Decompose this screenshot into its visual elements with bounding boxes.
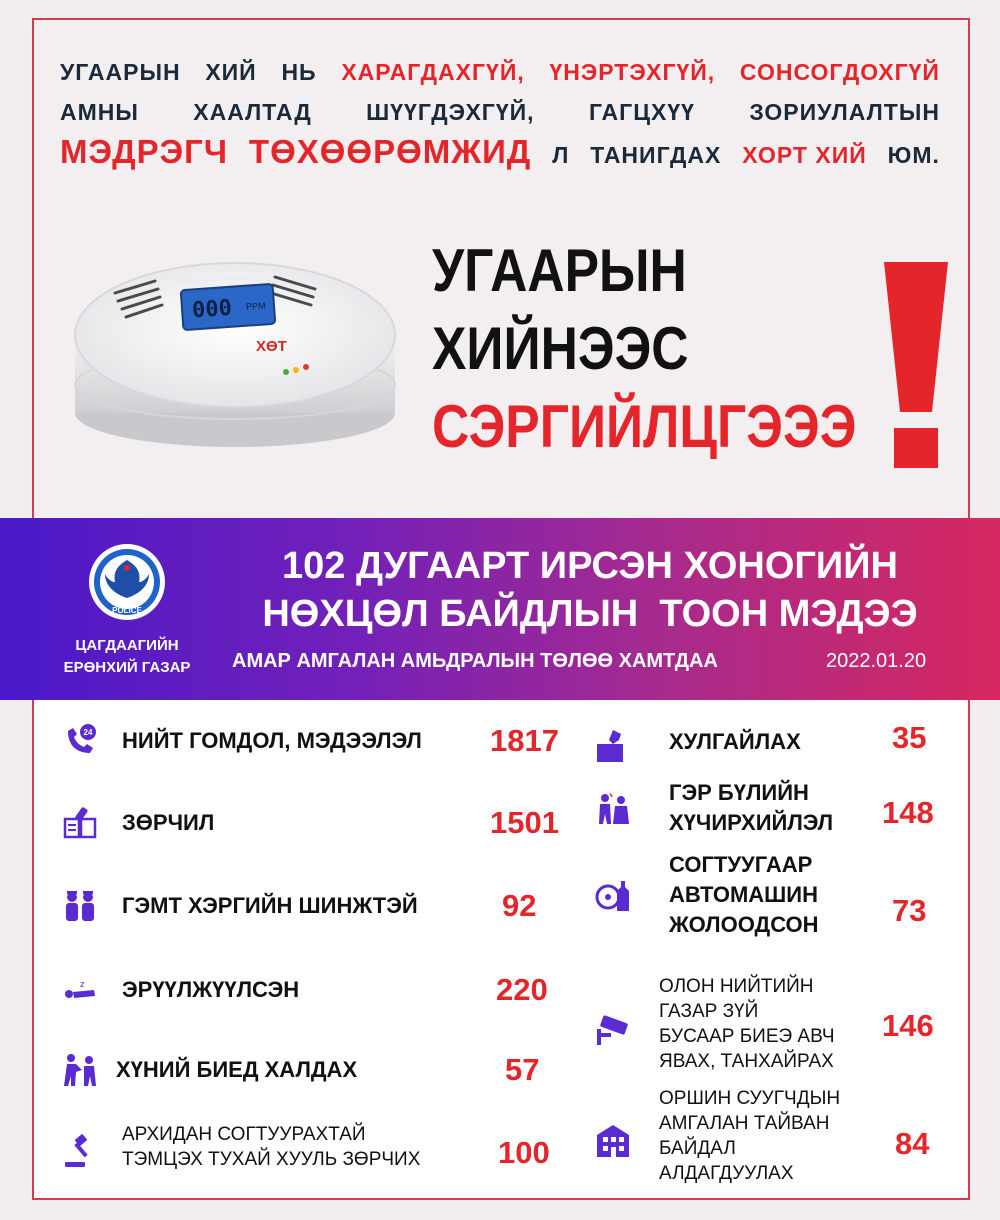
warning-line-3 <box>60 132 940 175</box>
fighting-people-icon <box>62 1052 98 1088</box>
stat-value: 57 <box>505 1052 540 1087</box>
stat-domestic-violence <box>595 778 833 838</box>
stat-label: ЭРҮҮЛЖҮҮЛСЭН <box>122 977 300 1002</box>
stat-label <box>659 974 835 1074</box>
stat-public-disorder <box>595 974 835 1074</box>
stat-label: ХУЛГАЙЛАХ <box>669 729 801 754</box>
warning-word: ХААЛТАД <box>193 99 312 125</box>
cctv-camera-icon <box>595 1011 631 1047</box>
law-book-icon <box>62 805 98 841</box>
warning-word: АМНЫ <box>60 99 139 125</box>
stat-label <box>659 1086 840 1186</box>
stat-value: 146 <box>882 1008 934 1043</box>
band-subtitle: АМАР АМГАЛАН АМЬДРАЛЫН ТӨЛӨӨ ХАМТДАА <box>232 650 718 672</box>
warning-paragraph <box>60 52 940 175</box>
report-date: 2022.01.20 <box>826 650 927 672</box>
band-title-line: НӨХЦӨЛ БАЙДЛЫН ТООН МЭДЭЭ <box>262 593 918 635</box>
stat-label-line: ГЭР БҮЛИЙН <box>669 780 809 805</box>
stat-sobering <box>62 972 299 1008</box>
headline-line-red: СЭРГИЙЛЦГЭЭЭ <box>432 393 857 460</box>
theft-hand-icon <box>595 728 631 764</box>
stat-theft <box>595 720 801 764</box>
stat-label-line: БАЙДАЛ <box>659 1138 736 1159</box>
warning-word: ЗОРИУЛАЛТЫН <box>749 99 940 125</box>
svg-text:z: z <box>80 979 85 989</box>
stat-value: 1501 <box>490 805 559 840</box>
warning-word: НЬ <box>281 59 317 85</box>
stat-label-line: БУСААР БИЕЭ АВЧ <box>659 1026 835 1047</box>
stat-label <box>669 778 833 838</box>
stat-crime-signs <box>62 888 418 924</box>
stat-value: 220 <box>496 972 548 1007</box>
gavel-icon <box>62 1133 98 1169</box>
police-logo-icon <box>87 542 167 622</box>
stat-label-line: ОРШИН СУУГЧДЫН <box>659 1088 841 1109</box>
stat-value: 35 <box>892 720 927 755</box>
org-name-line: ЕРӨНХИЙ ГАЗАР <box>63 659 191 676</box>
headline <box>432 232 857 466</box>
warning-word: УГААРЫН <box>60 59 181 85</box>
warning-word: ХИЙ <box>205 59 257 85</box>
detector-unit: PPM <box>245 300 266 312</box>
stat-violations <box>62 805 214 841</box>
stat-label-line: АВТОМАШИН <box>669 882 818 907</box>
stat-value: 84 <box>895 1126 930 1161</box>
stat-label-line: ОЛОН НИЙТИЙН <box>659 976 814 997</box>
warning-line-1 <box>60 52 940 92</box>
stat-label <box>122 1122 420 1172</box>
stat-residents-peace <box>595 1086 840 1186</box>
stat-label-line: ТЭМЦЭХ ТУХАЙ ХУУЛЬ ЗӨРЧИХ <box>122 1149 421 1170</box>
stat-value: 73 <box>892 893 927 928</box>
police-officers-icon <box>62 888 98 924</box>
stat-label-line: АМГАЛАН ТАЙВАН <box>659 1113 830 1134</box>
warning-word: ТАНИГДАХ <box>590 142 722 168</box>
stat-label-line: СОГТУУГААР <box>669 852 813 877</box>
org-name <box>48 635 206 679</box>
co-detector-image <box>60 235 410 455</box>
warning-word: ГАГЦХҮҮ <box>588 99 695 125</box>
logo-word: POLICE <box>112 606 142 615</box>
stat-value: 92 <box>502 888 537 923</box>
stat-value: 1817 <box>490 723 559 758</box>
lying-person-icon <box>62 972 98 1008</box>
stat-label-line: ЖОЛООДСОН <box>669 912 819 937</box>
band-title-line: 102 ДУГААРТ ИРСЭН ХОНОГИЙН <box>282 545 898 587</box>
stat-label: ГЭМТ ХЭРГИЙН ШИНЖТЭЙ <box>122 893 418 918</box>
stat-total-complaints <box>62 723 422 759</box>
header-band <box>0 518 1000 700</box>
warning-word-highlight: ХАРАГДАХГҮЙ, <box>341 59 525 85</box>
org-name-line: ЦАГДААГИЙН <box>75 637 179 654</box>
stat-label-line: АРХИДАН СОГТУУРАХТАЙ <box>122 1124 366 1145</box>
warning-word-highlight: МЭДРЭГЧ <box>60 133 229 170</box>
warning-word-highlight: ТӨХӨӨРӨМЖИД <box>248 133 532 170</box>
stat-label-line: ХҮЧИРХИЙЛЭЛ <box>669 810 834 835</box>
detector-brand: ХӨТ <box>256 338 287 355</box>
warning-word: Л <box>552 142 570 168</box>
stat-bodily-harm <box>62 1052 357 1088</box>
apartment-building-icon <box>595 1123 631 1159</box>
warning-word: ЮМ. <box>887 142 940 168</box>
stat-label <box>669 850 819 940</box>
exclamation-icon <box>878 262 950 472</box>
phone-24h-icon <box>62 723 98 759</box>
police-logo-block <box>48 542 206 679</box>
stat-label: ЗӨРЧИЛ <box>122 810 215 835</box>
warning-word: ШҮҮГДЭХГҮЙ, <box>366 99 535 125</box>
domestic-violence-icon <box>595 790 631 826</box>
stat-label: НИЙТ ГОМДОЛ, МЭДЭЭЛЭЛ <box>122 728 422 753</box>
headline-line: УГААРЫН <box>432 237 687 304</box>
stat-label-line: ГАЗАР ЗҮЙ <box>659 1001 759 1022</box>
headline-line: ХИЙНЭЭС <box>432 315 689 382</box>
phone-badge-text: 24 <box>83 728 93 737</box>
drunk-driving-icon <box>595 877 631 913</box>
stat-label: ХҮНИЙ БИЕД ХАЛДАХ <box>116 1057 358 1082</box>
stat-value: 100 <box>498 1135 550 1170</box>
detector-reading: 000 <box>191 295 233 324</box>
warning-line-2 <box>60 92 940 132</box>
band-title <box>220 542 960 638</box>
stat-label-line: ЯВАХ, ТАНХАЙРАХ <box>659 1051 834 1072</box>
stat-value: 148 <box>882 795 934 830</box>
warning-word-highlight: СОНСОГДОХГҮЙ <box>739 59 940 85</box>
stat-alcohol-law <box>62 1122 420 1172</box>
stat-label-line: АЛДАГДУУЛАХ <box>659 1163 794 1184</box>
stat-drunk-driving <box>595 850 819 940</box>
warning-word-highlight: ХОРТ ХИЙ <box>742 142 867 168</box>
warning-word-highlight: ҮНЭРТЭХГҮЙ, <box>549 59 716 85</box>
